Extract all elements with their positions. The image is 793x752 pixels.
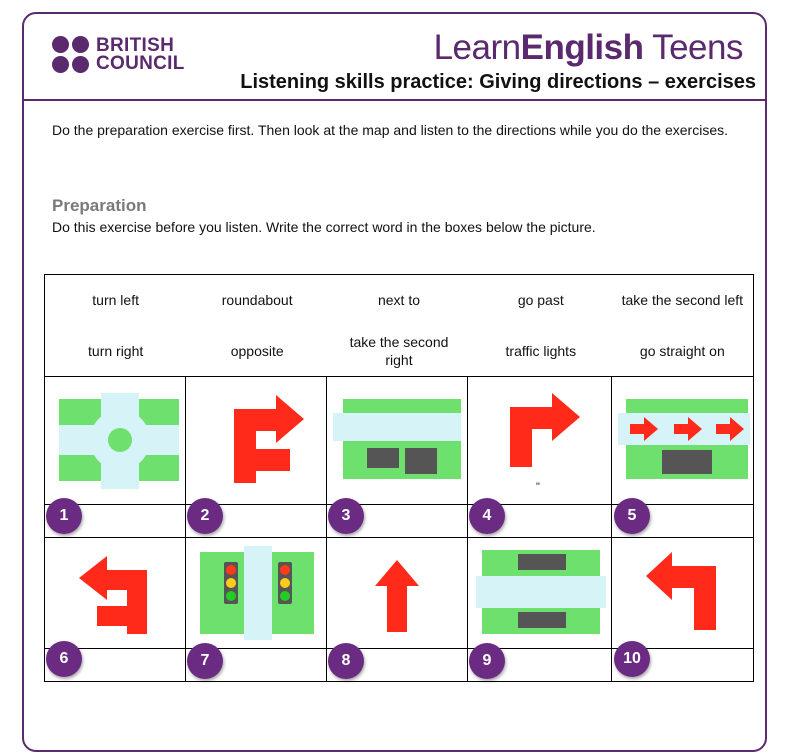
intro-text: Do the preparation exercise first. Then look at the map and listen to the directions while you do the exercises. (52, 122, 728, 138)
take-second-left-arrow-icon (45, 538, 187, 650)
go-past-arrows-icon (612, 377, 755, 507)
council-line-1: BRITISH (96, 35, 175, 56)
word-turn-left: turn left (45, 275, 187, 326)
word-take-second-left: take the second left (612, 275, 754, 326)
word-go-past: go past (470, 275, 612, 326)
straight-on-arrow-icon (327, 538, 469, 650)
take-second-right-arrow-icon (186, 377, 328, 507)
word-go-straight-on: go straight on (612, 326, 754, 377)
word-take-second-right: take the second right (328, 326, 470, 377)
word-roundabout: roundabout (186, 275, 328, 326)
council-line-2: COUNCIL (96, 53, 185, 74)
learn-suffix: Teens (643, 28, 743, 67)
word-next-to: next to (328, 275, 470, 326)
header-divider (24, 99, 765, 101)
turn-left-arrow-icon (612, 538, 755, 650)
page-title: Listening skills practice: Giving directions – exercises (240, 71, 756, 93)
learn-bold: English (520, 28, 644, 67)
roundabout-icon (45, 377, 187, 507)
word-box-table (44, 274, 754, 377)
section-instruction: Do this exercise before you listen. Write the correct word in the boxes below the picture. (52, 219, 596, 235)
number-badge-4: 4 (469, 498, 505, 534)
turn-right-arrow-icon (468, 377, 613, 507)
opposite-buildings-icon (327, 377, 469, 507)
number-badge-5: 5 (614, 498, 650, 534)
number-badge-9: 9 (469, 643, 505, 679)
picture-grid (44, 376, 754, 682)
word-traffic-lights: traffic lights (470, 326, 612, 377)
word-turn-right: turn right (45, 326, 187, 377)
number-badge-3: 3 (328, 498, 364, 534)
opposite-road-icon (468, 538, 613, 650)
stray-mark: " (536, 481, 540, 493)
word-opposite: opposite (186, 326, 328, 377)
number-badge-6: 6 (46, 641, 82, 677)
number-badge-10: 10 (614, 641, 650, 677)
british-council-logo (52, 36, 185, 74)
learn-prefix: Learn (433, 28, 521, 67)
learnenglish-teens-logo (434, 28, 743, 68)
number-badge-7: 7 (187, 643, 223, 679)
number-badge-2: 2 (187, 498, 223, 534)
section-title: Preparation (52, 196, 147, 215)
traffic-lights-icon (186, 538, 328, 650)
number-badge-8: 8 (328, 643, 364, 679)
number-badge-1: 1 (46, 498, 82, 534)
british-council-dots-icon (52, 36, 90, 74)
